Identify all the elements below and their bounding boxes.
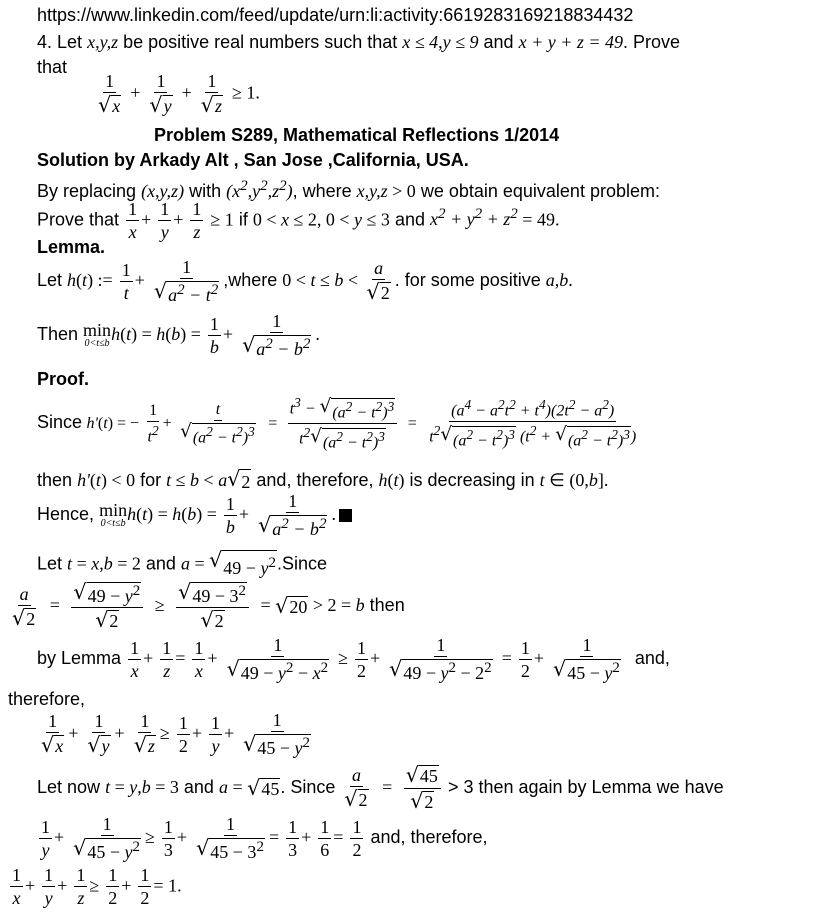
solution-author: Solution by Arkady Alt , San Jose ,California, USA. [37, 150, 469, 170]
final-inequality: $\frac{1}{x}$ + $\frac{1}{y}$ + $\frac{1}{z}$ ≥ $\frac{1}{2}$ + $\frac{1}{2}$ = 1. [12, 865, 182, 908]
hence-line: Hence, min 0<t≤b h(t) = h(b) = $\frac{1}{b}$ + 1 √ $a^2 - b^2$ . [37, 492, 352, 538]
lemma-title: Lemma. [37, 237, 106, 257]
problem-statement: 4. Let x,y,z be positive real numbers such that x ≤ 4,y ≤ 9 and x + y + z = 49. Prove [37, 32, 681, 52]
substitution-1: Let t = x,b = 2 and a = √ $49 - y^2$ .Since [37, 548, 327, 578]
equivalent-problem: Prove that $\frac{1}{x}$ + $\frac{1}{y}$ + $\frac{1}{z}$ ≥ 1 if 0 < x ≤ 2, 0 < y ≤ 3 and $x^2 + y^2 + z^2 = 49$. [37, 199, 560, 242]
derivative-equation: Since h'(t) = − $\frac{1}{t^2}$ + t √ $(a^2 - t^2)^3$ = $t^3$ − √ $(a^2 - t^2)^3$ $t^2$ √ $(a^2 - t^2)^3$ = $(a^4 - a^2t^2 + t^4)(2t^2 - a^2)$ $t^2$ √ $(a^2 - t^2)^3$ ($t^2$ + √ $(a^2 - t^2)^3$ ) [37, 395, 637, 452]
intermediate-inequality: 1 √ x + 1 √ y + 1 √ z ≥ $\frac{1}{2}$ + $\frac{1}{y}$ + 1 √ $45 - y^2$ [41, 710, 311, 758]
problem-heading: Problem S289, Mathematical Reflections 1/2014 [154, 125, 560, 145]
substitution-2: Let now t = y,b = 3 and a = √ 45 . Since a √ 2 = √ 45 √ 2 > 3 then again by Lemma we have [37, 763, 724, 813]
qed-square [339, 509, 352, 522]
original-inequality: 1 √ x + 1 √ y + 1 √ z ≥ 1. [98, 71, 260, 117]
lemma-conclusion: Then min 0<t≤b h(t) = h(b) = $\frac{1}{b}$ + 1 √ $a^2 - b^2$ . [37, 311, 320, 359]
therefore-word: therefore, [8, 689, 86, 709]
ratio-check-1: a √ 2 = √ $49 - y^2$ √ 2 ≥ √ $49 - 3^2$ √ 2 = √ 20 > 2 = b then [12, 580, 405, 632]
decreasing-line: then h'(t) < 0 for t ≤ b < a √ 2 and, therefore, h(t) is decreasing in t ∈ (0,b]. [37, 467, 609, 493]
lemma-application-2: $\frac{1}{y}$ + 1 √ $45 - y^2$ ≥ $\frac{1}{3}$ + 1 √ $45 - 3^2$ = $\frac{1}{3}$ + $\frac{1}{6}$ = $\frac{1}{2}$ and, therefore, [41, 814, 488, 862]
lemma-statement: Let h(t) := $\frac{1}{t}$ + 1 √ $a^2 - t^2$ ,where 0 < t ≤ b < a √ 2 . for some positive a,b. [37, 257, 573, 305]
problem-that: that [37, 57, 68, 77]
replacing-line: By replacing (x,y,z) with $(x^2,y^2,z^2)$, where x,y,z > 0 we obtain equivalent problem: [37, 178, 660, 201]
lemma-application-1: by Lemma $\frac{1}{x}$ + $\frac{1}{z}$ = $\frac{1}{x}$ + 1 √ $49 - y^2 - x^2$ ≥ $\frac{1}{2}$ + 1 √ $49 - y^2 - 2^2$ = $\frac{1}{2}$ + 1 √ $45 - y^2$ and, [37, 635, 670, 683]
source-url: https://www.linkedin.com/feed/update/urn:li:activity:6619283169218834432 [37, 5, 634, 25]
proof-title: Proof. [37, 369, 89, 389]
